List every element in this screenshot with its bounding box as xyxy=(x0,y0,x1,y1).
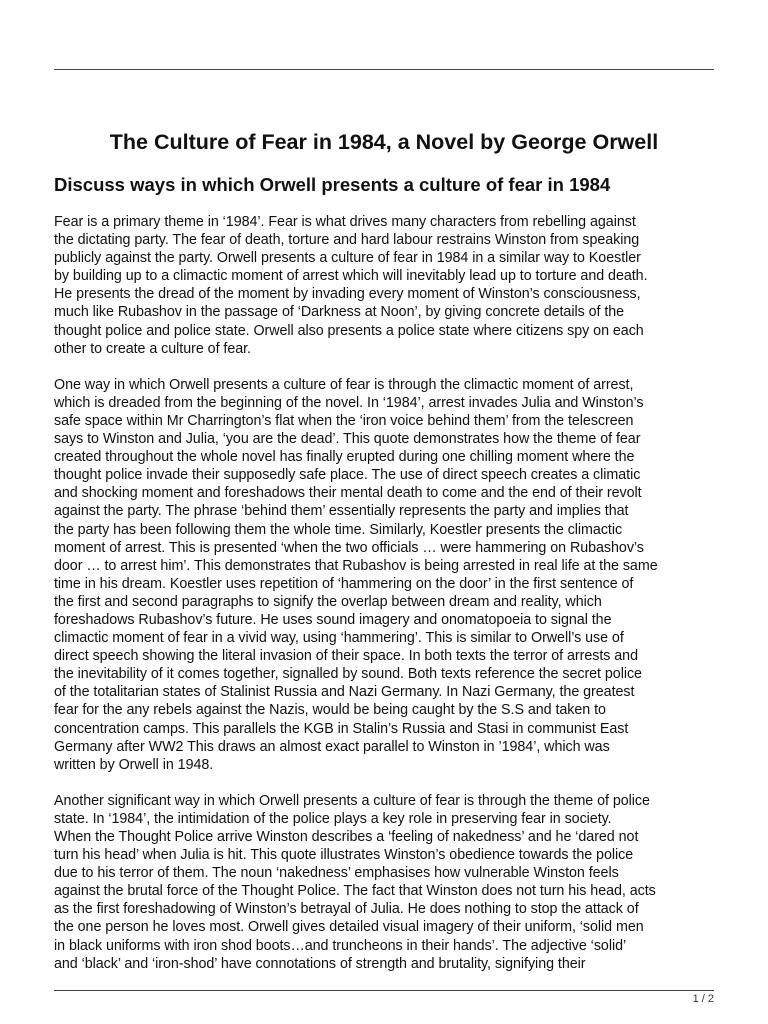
text-line: Another significant way in which Orwell presents a culture of fear is through the theme of police xyxy=(54,792,650,809)
paragraph xyxy=(54,376,718,774)
text-line: by building up to a climactic moment of arrest which will inevitably lead up to torture and death. xyxy=(54,268,648,285)
text-line: the one person he loves most. Orwell gives detailed visual imagery of their uniform, ‘solid men xyxy=(54,919,644,936)
paragraph xyxy=(54,792,718,973)
text-line: the first and second paragraphs to signify the overlap between dream and reality, which xyxy=(54,593,602,610)
text-line: other to create a culture of fear. xyxy=(54,340,251,357)
text-line: as the first foreshadowing of Winston’s betrayal of Julia. He does nothing to stop the attack of xyxy=(54,901,639,918)
text-line: foreshadows Rubashov’s future. He uses sound imagery and onomatopoeia to signal the xyxy=(54,611,612,628)
text-line: Fear is a primary theme in ‘1984’. Fear is what drives many characters from rebelling against xyxy=(54,214,636,230)
text-line: state. In ‘1984’, the intimidation of the police plays a key role in preserving fear in society. xyxy=(54,810,612,827)
text-line: concentration camps. This parallels the KGB in Stalin’s Russia and Stasi in communist East xyxy=(54,720,629,737)
text-line: moment of arrest. This is presented ‘when the two officials … were hammering on Rubashov’s xyxy=(54,539,644,556)
text-line: and shocking moment and foreshadows their mental death to come and the end of their revolt xyxy=(54,485,642,502)
text-line: which is dreaded from the beginning of the novel. In ‘1984’, arrest invades Julia and Winston’s xyxy=(54,394,644,411)
text-line: against the brutal force of the Thought Police. The fact that Winston does not turn his head, acts xyxy=(54,883,656,900)
document-subtitle: Discuss ways in which Orwell presents a culture of fear in 1984 xyxy=(54,174,611,195)
text-line: the inevitability of it comes together, signalled by sound. Both texts reference the secret police xyxy=(54,666,642,683)
text-line: When the Thought Police arrive Winston describes a ‘feeling of nakedness’ and he ‘dared not xyxy=(54,829,639,845)
text-line: against the party. The phrase ‘behind them’ essentially represents the party and implies that xyxy=(54,503,629,520)
text-line: Germany after WW2 This draws an almost exact parallel to Winston in ’1984’, which was xyxy=(54,738,610,755)
page-number: 1 / 2 xyxy=(692,993,714,1005)
text-line: fear for the any rebels against the Nazis, would be being caught by the S.S and taken to xyxy=(54,702,606,719)
document-body xyxy=(54,213,718,991)
text-line: written by Orwell in 1948. xyxy=(54,756,214,773)
text-line: door … to arrest him’. This demonstrates that Rubashov is being arrested in real life at the same xyxy=(54,557,658,574)
text-line: the party has been following them the whole time. Similarly, Koestler presents the climactic xyxy=(54,521,623,538)
paragraph xyxy=(54,213,718,358)
text-line: of the totalitarian states of Stalinist Russia and Nazi Germany. In Nazi Germany, the greatest xyxy=(54,684,635,701)
text-line: much like Rubashov in the passage of ‘Darkness at Noon’, by giving concrete details of the xyxy=(54,304,625,321)
footer-rule xyxy=(54,990,714,991)
text-line: climactic moment of fear in a vivid way, using ‘hammering’. This is similar to Orwell’s use of xyxy=(54,630,624,647)
text-line: and ‘black’ and ‘iron-shod’ have connotations of strength and brutality, signifying their xyxy=(54,955,586,972)
text-line: safe space within Mr Charrington’s flat when the ‘iron voice behind them’ from the telescreen xyxy=(54,412,634,429)
text-line: due to his terror of them. The noun ‘nakedness’ emphasises how vulnerable Winston feels xyxy=(54,865,619,882)
text-line: He presents the dread of the moment by invading every moment of Winston’s consciousness, xyxy=(54,286,641,303)
text-line: created throughout the whole novel has finally erupted during one chilling moment where the xyxy=(54,449,635,466)
text-line: turn his head’ when Julia is hit. This quote illustrates Winston’s obedience towards the police xyxy=(54,847,634,864)
text-line: One way in which Orwell presents a culture of fear is through the climactic moment of arrest, xyxy=(54,376,634,393)
text-line: time in his dream. Koestler uses repetition of ‘hammering on the door’ in the first sentence of xyxy=(54,575,634,592)
text-line: in black uniforms with iron shod boots…and truncheons in their hands’. The adjective ‘solid’ xyxy=(54,937,627,954)
text-line: direct speech showing the literal invasion of their space. In both texts the terror of arrests and xyxy=(54,648,638,665)
text-line: the dictating party. The fear of death, torture and hard labour restrains Winston from speaking xyxy=(54,232,640,249)
header-rule xyxy=(54,69,714,70)
text-line: says to Winston and Julia, ‘you are the dead’. This quote demonstrates how the theme of fear xyxy=(54,431,641,448)
text-line: publicly against the party. Orwell presents a culture of fear in 1984 in a similar way to Koestler xyxy=(54,250,641,267)
text-line: thought police invade their supposedly safe place. The use of direct speech creates a climatic xyxy=(54,467,641,484)
text-line: thought police and police state. Orwell also presents a police state where citizens spy on each xyxy=(54,322,644,339)
document-title: The Culture of Fear in 1984, a Novel by George Orwell xyxy=(109,130,659,154)
